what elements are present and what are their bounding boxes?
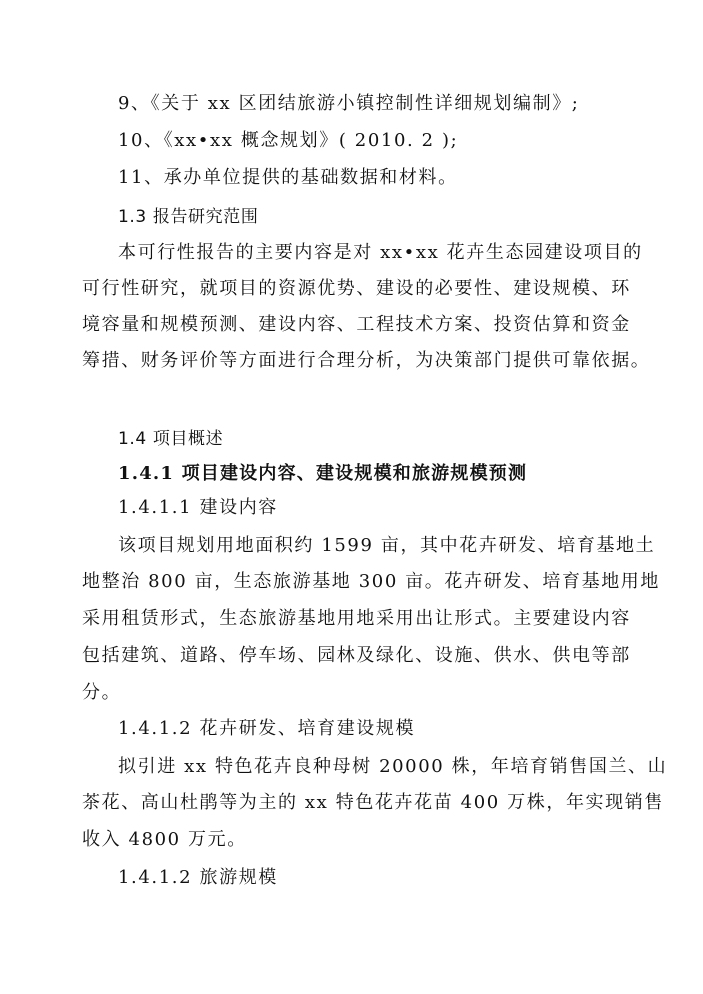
- reference-item-10: 10、《xx•xx 概念规划》( 2010. 2 );: [118, 130, 459, 151]
- paragraph-line: 拟引进 xx 特色花卉良种母树 20000 株，年培育销售国兰、山: [118, 756, 668, 777]
- paragraph-line: 收入 4800 万元。: [82, 829, 247, 850]
- paragraph-line: 分。: [82, 682, 122, 703]
- reference-item-11: 11、承办单位提供的基础数据和材料。: [118, 167, 458, 188]
- paragraph-line: 可行性研究，就项目的资源优势、建设的必要性、建设规模、环: [82, 278, 631, 299]
- paragraph-line: 境容量和规模预测、建设内容、工程技术方案、投资估算和资金: [82, 314, 631, 335]
- section-1-4-heading: 1.4 项目概述: [118, 429, 224, 449]
- paragraph-line: 采用租赁形式，生态旅游基地用地采用出让形式。主要建设内容: [82, 608, 631, 629]
- paragraph-line: 茶花、高山杜鹃等为主的 xx 特色花卉花苗 400 万株，年实现销售: [82, 792, 664, 813]
- paragraph-line: 本可行性报告的主要内容是对 xx•xx 花卉生态园建设项目的: [118, 242, 643, 263]
- paragraph-line: 地整治 800 亩，生态旅游基地 300 亩。花卉研发、培育基地用地: [82, 571, 660, 592]
- paragraph-line: 筹措、财务评价等方面进行合理分析，为决策部门提供可靠依据。: [82, 350, 651, 371]
- item-1-4-1-2-heading: 1.4.1.2 花卉研发、培育建设规模: [118, 718, 416, 739]
- subsection-1-4-1-heading: 1.4.1 项目建设内容、建设规模和旅游规模预测: [118, 463, 528, 484]
- paragraph-line: 该项目规划用地面积约 1599 亩，其中花卉研发、培育基地土: [118, 535, 656, 556]
- paragraph-line: 包括建筑、道路、停车场、园林及绿化、设施、供水、供电等部: [82, 645, 631, 666]
- item-1-4-1-2-tourism-heading: 1.4.1.2 旅游规模: [118, 867, 278, 888]
- section-1-3-heading: 1.3 报告研究范围: [118, 207, 259, 227]
- item-1-4-1-1-heading: 1.4.1.1 建设内容: [118, 497, 278, 518]
- reference-item-9: 9、《关于 xx 区团结旅游小镇控制性详细规划编制》;: [118, 93, 580, 114]
